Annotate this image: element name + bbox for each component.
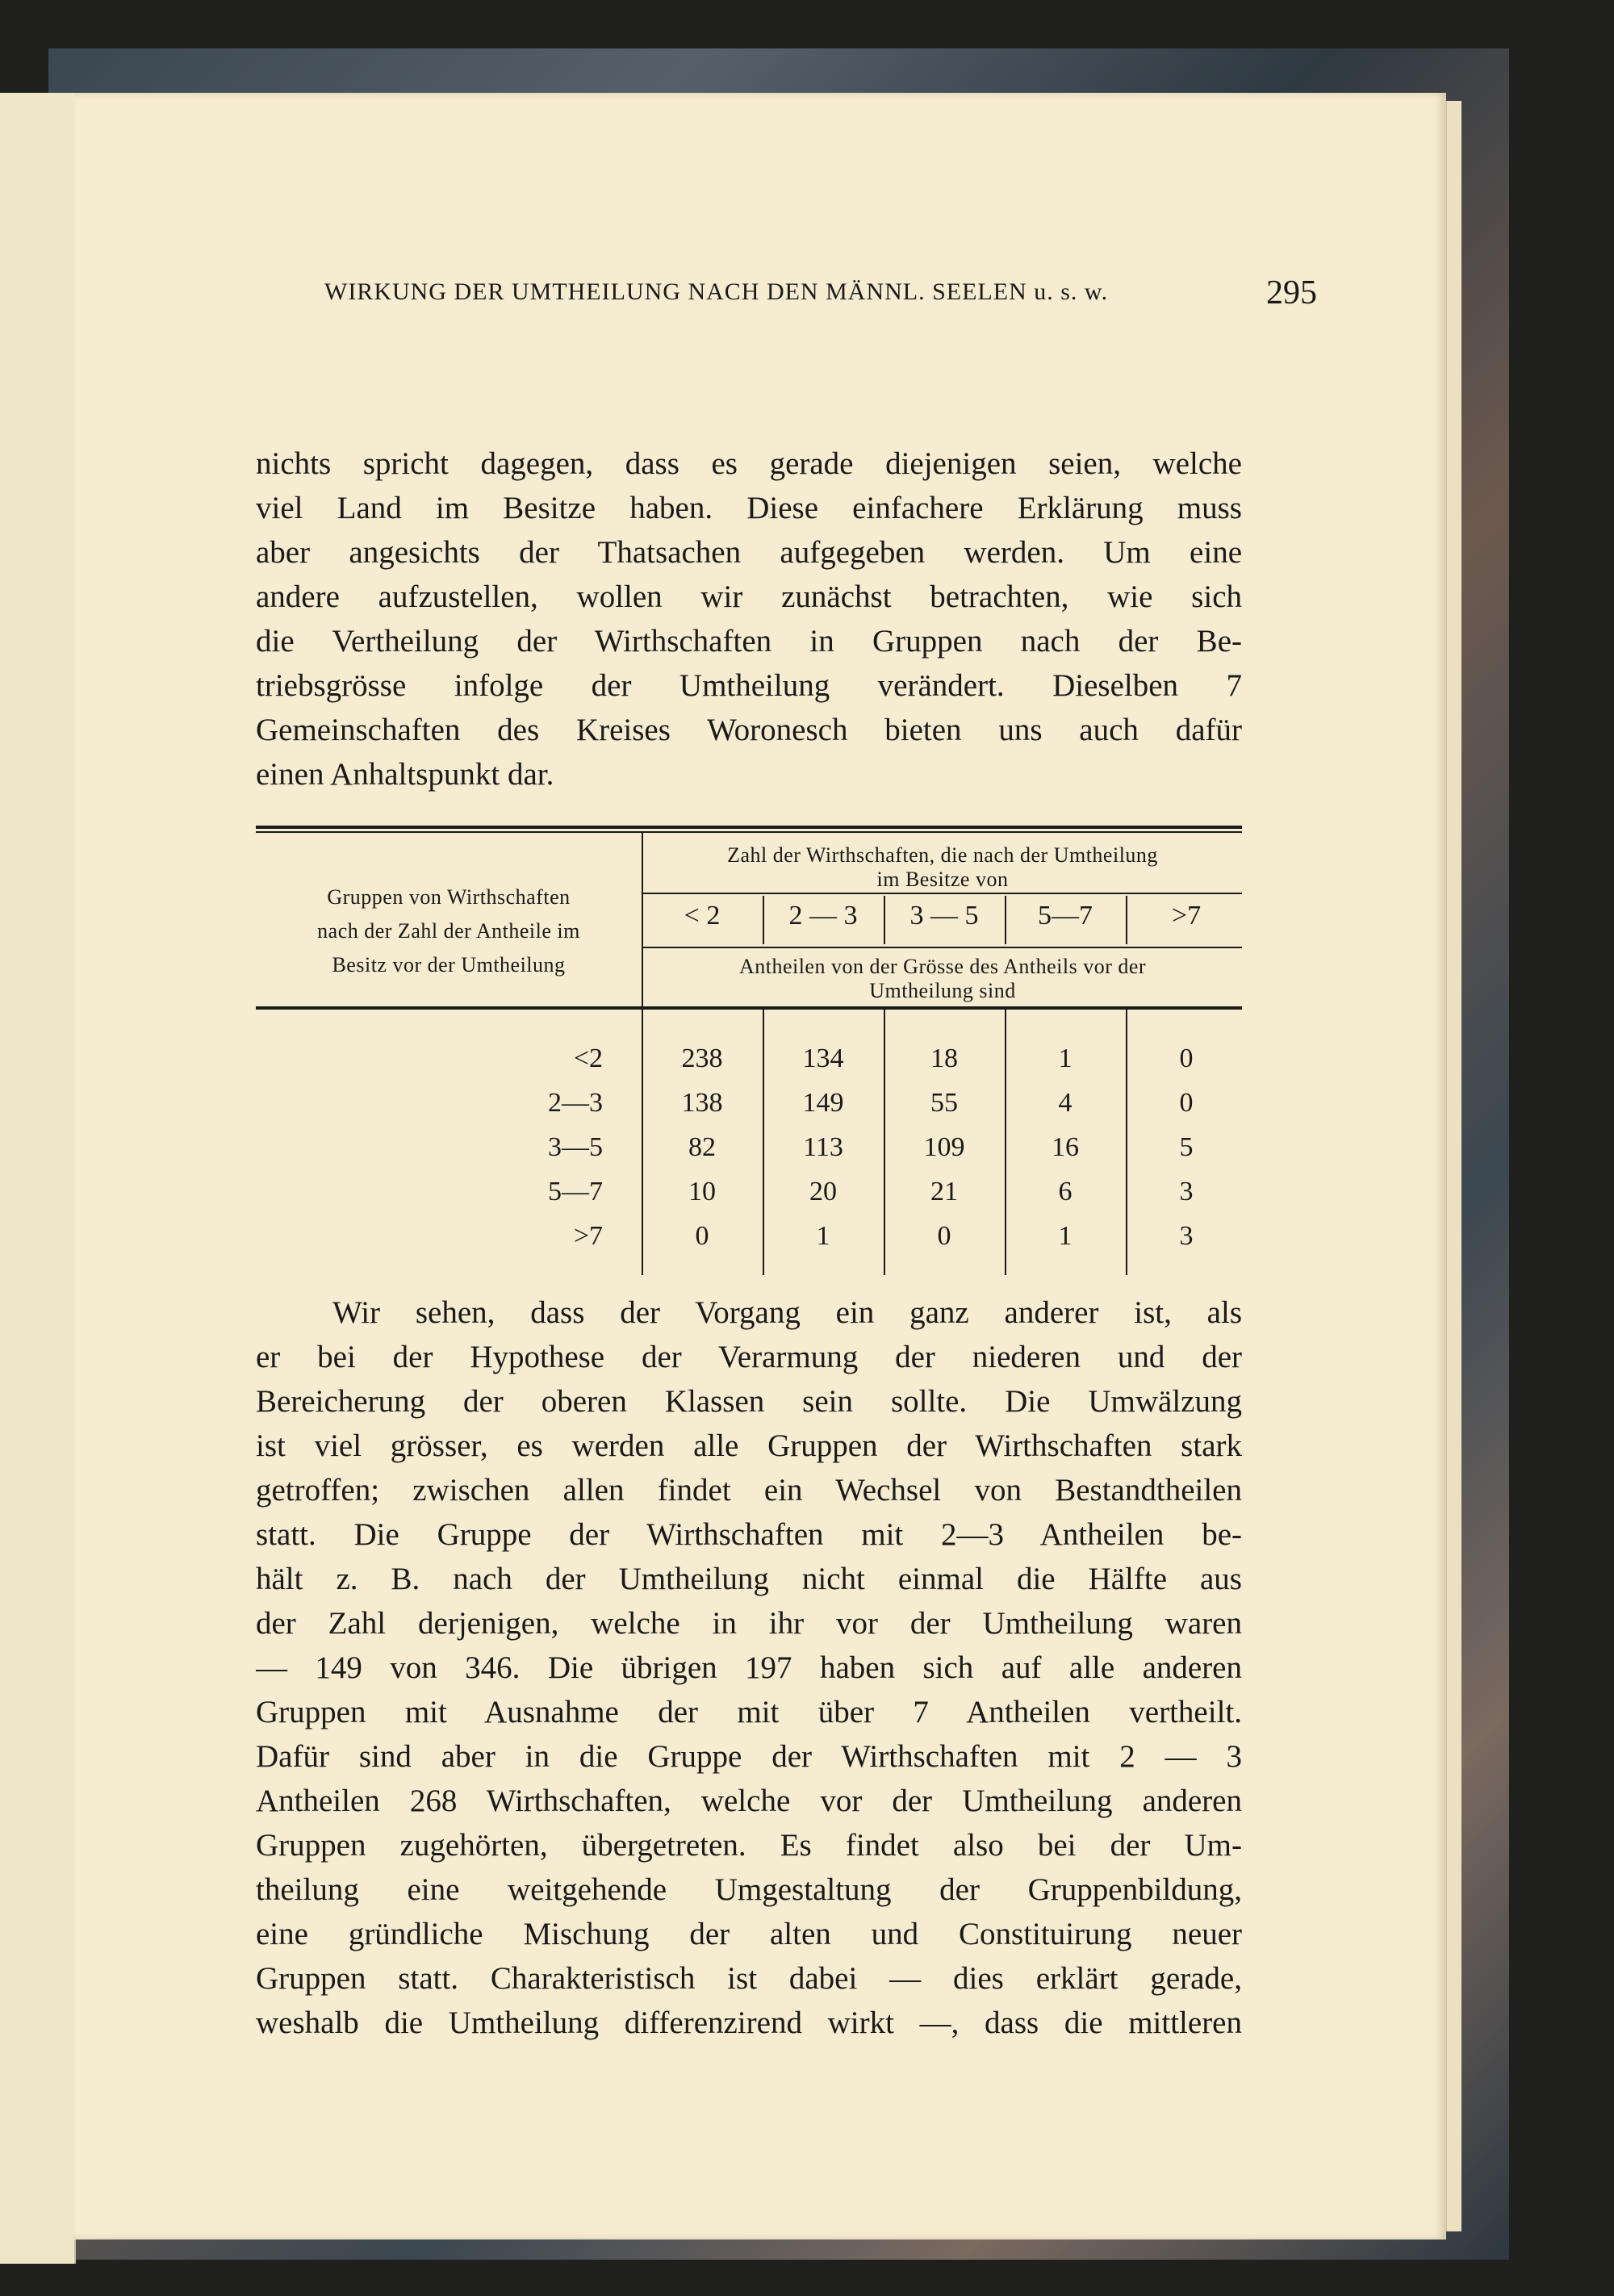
caption-line: nach der Zahl der Antheile im xyxy=(317,919,580,943)
column-header: >7 xyxy=(1171,901,1202,931)
column-divider xyxy=(1005,896,1006,944)
table-cell: 82 xyxy=(688,1132,716,1162)
text-line: statt. Die Gruppe der Wirthschaften mit 2—3 Antheilen be- xyxy=(256,1517,1242,1552)
text-line: ist viel grösser, es werden alle Gruppen der Wirthschaften stark xyxy=(256,1428,1242,1463)
table-cell: 21 xyxy=(930,1177,958,1207)
table-cell: 0 xyxy=(695,1221,709,1251)
text-line: die Vertheilung der Wirthschaften in Gruppen nach der Be- xyxy=(256,624,1242,659)
text-line: nichts spricht dagegen, dass es gerade diejenigen seien, welche xyxy=(256,446,1242,481)
table-cell: 16 xyxy=(1052,1132,1079,1162)
column-divider xyxy=(1126,896,1127,944)
column-divider xyxy=(1126,1010,1127,1275)
text-line: er bei der Hypothese der Verarmung der niederen und der xyxy=(256,1340,1242,1374)
row-label: 2—3 xyxy=(548,1088,603,1118)
table-cell: 138 xyxy=(681,1088,723,1118)
table-cell: 6 xyxy=(1058,1177,1073,1207)
table-cell: 3 xyxy=(1179,1177,1194,1207)
column-divider xyxy=(884,1010,885,1275)
text-line: — 149 von 346. Die übrigen 197 haben sich auf alle anderen xyxy=(256,1650,1242,1685)
table-cell: 1 xyxy=(816,1221,830,1251)
paragraph-1 xyxy=(256,441,1242,797)
text-line: theilung eine weitgehende Umgestaltung der Gruppenbildung, xyxy=(256,1872,1242,1907)
table-cell: 113 xyxy=(803,1132,843,1162)
running-head-title: WIRKUNG DER UMTHEILUNG NACH DEN MÄNNL. SEELEN u. s. w. xyxy=(324,278,1109,305)
text-line: einen Anhaltspunkt dar. xyxy=(256,757,554,792)
table-cell: 0 xyxy=(1179,1043,1194,1073)
text-line: Bereicherung der oberen Klassen sein sollte. Die Umwälzung xyxy=(256,1384,1242,1419)
page-stack-edge xyxy=(1446,101,1461,2231)
header-divider xyxy=(643,947,1242,948)
page-number: 295 xyxy=(1266,274,1317,312)
facing-page-edge xyxy=(0,93,76,2264)
text-line: getroffen; zwischen allen findet ein Wechsel von Bestandtheilen xyxy=(256,1473,1242,1508)
header-divider xyxy=(643,893,1242,894)
table-cell: 109 xyxy=(923,1132,965,1162)
table-cell: 10 xyxy=(688,1177,716,1207)
column-divider xyxy=(884,896,885,944)
column-divider xyxy=(642,833,643,1275)
book-page xyxy=(74,93,1446,2240)
column-group-caption xyxy=(643,843,1242,892)
row-label: 3—5 xyxy=(548,1132,603,1162)
text-line: Antheilen 268 Wirthschaften, welche vor der Umtheilung anderen xyxy=(256,1784,1242,1818)
text-line: viel Land im Besitze haben. Diese einfachere Erklärung muss xyxy=(256,491,1242,525)
row-header-caption xyxy=(256,880,642,982)
caption-line: Antheilen von der Grösse des Antheils vor der xyxy=(738,955,1147,978)
column-divider xyxy=(763,896,764,944)
text-line: der Zahl derjenigen, welche in ihr vor der Umtheilung waren xyxy=(256,1606,1242,1641)
row-label: 5—7 xyxy=(548,1177,603,1207)
column-divider xyxy=(763,1010,764,1275)
text-line: Dafür sind aber in die Gruppe der Wirthschaften mit 2 — 3 xyxy=(256,1739,1242,1774)
table-cell: 0 xyxy=(1179,1088,1194,1118)
column-header: 3 — 5 xyxy=(909,901,979,931)
column-header: 2 — 3 xyxy=(788,901,858,931)
table-cell: 0 xyxy=(937,1221,951,1251)
text-line: Gruppen zugehörten, übergetreten. Es findet also bei der Um- xyxy=(256,1828,1242,1863)
text-line: weshalb die Umtheilung differenzirend wirkt —, dass die mittleren xyxy=(256,2005,1242,2040)
table-cell: 1 xyxy=(1058,1221,1073,1251)
page-content xyxy=(74,93,1446,2240)
caption-line: Gruppen von Wirthschaften xyxy=(327,885,571,909)
table-cell: 55 xyxy=(930,1088,958,1118)
table-cell: 5 xyxy=(1179,1132,1194,1162)
text-line: Gemeinschaften des Kreises Woronesch bieten uns auch dafür xyxy=(256,713,1242,747)
text-line: Wir sehen, dass der Vorgang ein ganz anderer ist, als xyxy=(332,1295,1242,1330)
paragraph-2 xyxy=(256,1290,1242,2045)
column-header: 5—7 xyxy=(1038,901,1093,931)
distribution-table xyxy=(256,826,1242,1278)
column-divider xyxy=(1005,1010,1006,1275)
row-label: >7 xyxy=(573,1221,603,1251)
text-line: andere aufzustellen, wollen wir zunächst betrachten, wie sich xyxy=(256,579,1242,614)
caption-line: Umtheilung sind xyxy=(869,979,1016,1002)
table-cell: 20 xyxy=(809,1177,837,1207)
running-head xyxy=(324,274,1317,335)
header-bottom-rule xyxy=(256,1006,1242,1010)
caption-line: Zahl der Wirthschaften, die nach der Umtheilung xyxy=(727,843,1158,867)
text-line: Gruppen statt. Charakteristisch ist dabei — dies erklärt gerade, xyxy=(256,1961,1242,1996)
table-cell: 149 xyxy=(802,1088,844,1118)
caption-line: im Besitze von xyxy=(876,868,1009,891)
table-top-rule xyxy=(256,826,1242,829)
table-cell: 4 xyxy=(1058,1088,1073,1118)
table-cell: 134 xyxy=(802,1043,844,1073)
text-line: triebsgrösse infolge der Umtheilung verändert. Dieselben 7 xyxy=(256,668,1242,703)
row-label: <2 xyxy=(573,1043,603,1073)
text-line: eine gründliche Mischung der alten und Constituirung neuer xyxy=(256,1917,1242,1951)
column-group-subcaption xyxy=(643,955,1242,1003)
caption-line: Besitz vor der Umtheilung xyxy=(332,953,566,977)
column-header: < 2 xyxy=(684,901,721,931)
table-cell: 18 xyxy=(930,1043,958,1073)
text-line: hält z. B. nach der Umtheilung nicht einmal die Hälfte aus xyxy=(256,1562,1242,1596)
table-top-rule-thin xyxy=(256,831,1242,833)
table-cell: 3 xyxy=(1179,1221,1194,1251)
text-line: Gruppen mit Ausnahme der mit über 7 Antheilen vertheilt. xyxy=(256,1695,1242,1729)
table-cell: 1 xyxy=(1058,1043,1073,1073)
text-line: aber angesichts der Thatsachen aufgegeben werden. Um eine xyxy=(256,535,1242,570)
table-cell: 238 xyxy=(681,1043,723,1073)
